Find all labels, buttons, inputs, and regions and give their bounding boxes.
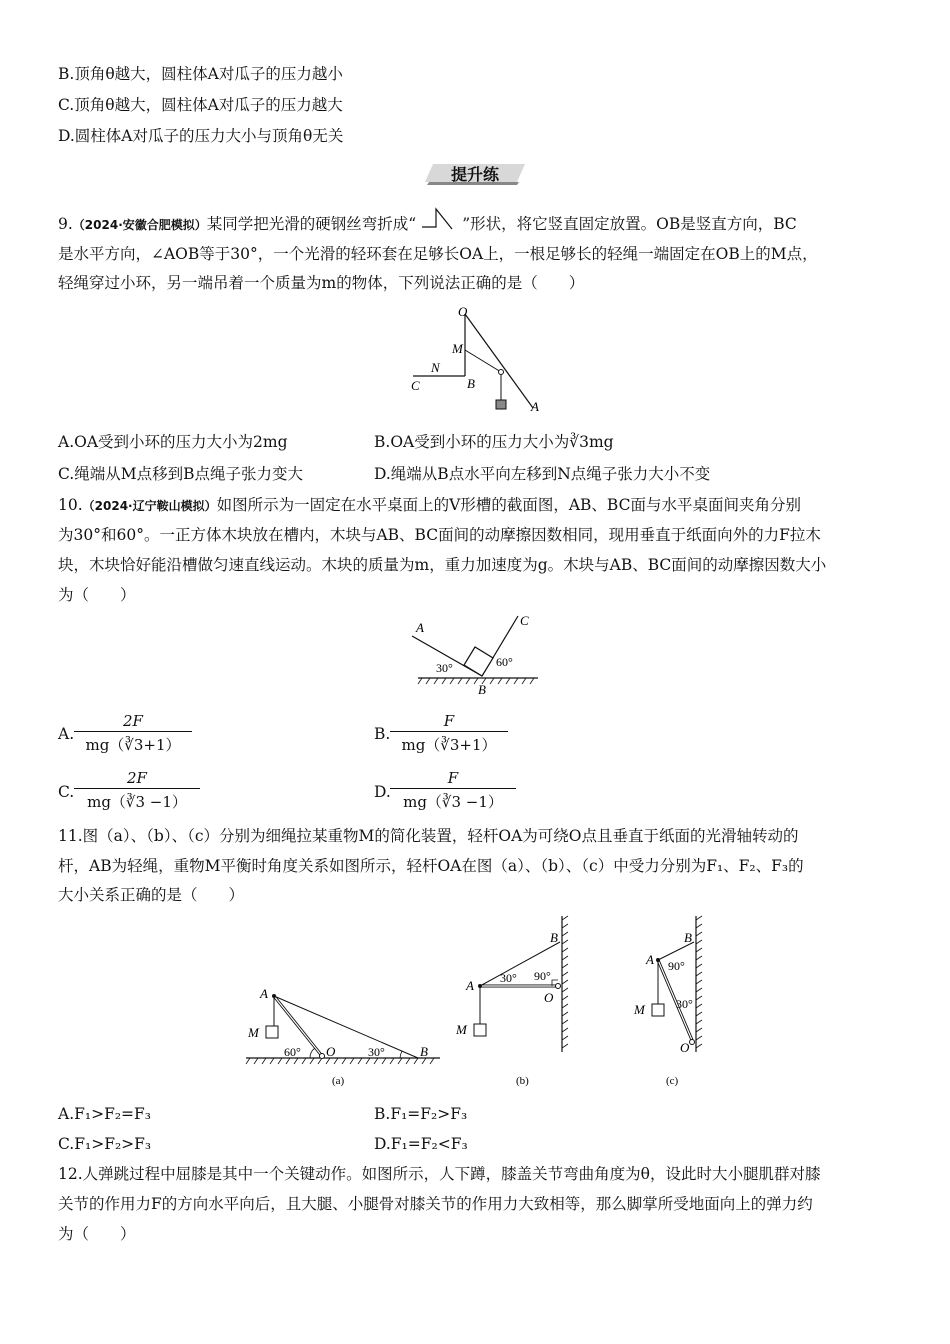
q9-option-a[interactable]: A.OA受到小环的压力大小为2mg xyxy=(58,433,288,451)
q9-label-a: A xyxy=(531,399,539,414)
q11c-angle-90: 90° xyxy=(668,959,685,973)
q9-label-b: B xyxy=(467,376,475,391)
q9-mass xyxy=(496,400,506,409)
q11a-label-a: A xyxy=(260,986,268,1001)
q9-label-n: N xyxy=(431,360,440,375)
q9-option-b[interactable]: B.OA受到小环的压力大小为∛3mg xyxy=(374,433,614,451)
q11a-caption: (a) xyxy=(332,1075,345,1087)
q11b-label-m: M xyxy=(456,1022,467,1037)
q11-figure-c xyxy=(630,912,720,1092)
q11b-angle-30: 30° xyxy=(500,971,517,985)
q11-figure-a xyxy=(240,980,445,1090)
q11b-pivot-o xyxy=(556,984,561,989)
q9-text-1a: 某同学把光滑的硬钢丝弯折成“ xyxy=(206,215,417,233)
section-title: 提升练 xyxy=(450,165,499,184)
q10-line-1 xyxy=(58,495,801,516)
q11a-point-a xyxy=(272,994,276,998)
q10-option-c-label[interactable]: C. xyxy=(58,783,75,801)
q11-option-d[interactable]: D.F₁=F₂<F₃ xyxy=(374,1135,468,1153)
q9-rod-oa xyxy=(465,314,533,408)
q10-line-4: 为（ ） xyxy=(58,586,136,604)
q9-line-1 xyxy=(58,214,797,235)
q10-line-3: 块，木块恰好能沿槽做匀速直线运动。木块的质量为m，重力加速度为g。木块与AB、BC面间的动摩擦因数大小 xyxy=(58,556,827,574)
q9-source: （2024·安徽合肥模拟） xyxy=(72,218,207,232)
q11a-label-m: M xyxy=(248,1025,259,1040)
q11-figure-b xyxy=(452,912,582,1092)
q11c-label-m: M xyxy=(634,1002,645,1017)
q10-angle-30: 30° xyxy=(436,661,453,675)
q8-option-b[interactable]: B.顶角θ越大，圆柱体A对瓜子的压力越小 xyxy=(58,65,343,83)
q11c-wall-hatch xyxy=(696,916,702,1048)
q10-option-c-fraction[interactable] xyxy=(74,769,200,812)
fraction-bar xyxy=(390,788,516,789)
q11c-point-a xyxy=(656,958,660,962)
q11c-angle-30: 30° xyxy=(676,997,693,1011)
q10-option-d-fraction[interactable] xyxy=(390,769,516,812)
q10-label-b: B xyxy=(478,682,486,697)
q10-option-b-fraction[interactable] xyxy=(390,712,508,755)
q11a-angle-30: 30° xyxy=(368,1045,385,1059)
q10-option-d-denominator: mg（∛3 −1） xyxy=(403,793,503,811)
q10-line-2: 为30°和60°。一正方体木块放在槽内，木块与AB、BC面间的动摩擦因数相同，现用垂直于纸面向外的力F拉木 xyxy=(58,526,821,544)
q9-text-1b: ”形状，将它竖直固定放置。OB是竖直方向，BC xyxy=(462,215,797,233)
q11c-label-b: B xyxy=(684,930,692,945)
q11b-label-a: A xyxy=(466,978,474,993)
q9-line-3: 轻绳穿过小环，另一端吊着一个质量为m的物体，下列说法正确的是（ ） xyxy=(58,274,585,292)
q10-option-c-numerator: 2F xyxy=(127,769,147,787)
q10-text-1: 如图所示为一固定在水平桌面上的V形槽的截面图，AB、BC面与水平桌面间夹角分别 xyxy=(216,496,801,514)
q12-line-2: 关节的作用力F的方向水平向后，且大腿、小腿骨对膝关节的作用力大致相等，那么脚掌所受地面向上的弹力约 xyxy=(58,1195,813,1213)
q10-option-d-numerator: F xyxy=(447,769,459,787)
q11-line-3: 大小关系正确的是（ ） xyxy=(58,886,245,904)
q9-line-2: 是水平方向，∠AOB等于30°，一个光滑的轻环套在足够长OA上，一根足够长的轻绳一端固定在OB上的M点， xyxy=(58,245,818,263)
q10-label-c: C xyxy=(520,613,529,628)
q11a-angle-60: 60° xyxy=(284,1045,301,1059)
q11c-mass xyxy=(652,1004,664,1016)
q10-figure xyxy=(408,610,548,700)
q11c-label-a: A xyxy=(646,952,654,967)
q10-source: （2024·辽宁鞍山模拟） xyxy=(82,499,217,513)
q11c-pivot-o xyxy=(690,1040,695,1045)
q11b-mass xyxy=(474,1024,486,1036)
q11-option-c[interactable]: C.F₁>F₂>F₃ xyxy=(58,1135,152,1153)
q11a-label-b: B xyxy=(420,1044,428,1059)
q11a-ground-hatch xyxy=(246,1058,434,1064)
q12-line-3: 为（ ） xyxy=(58,1225,136,1243)
q10-option-a-denominator: mg（∛3+1） xyxy=(85,736,181,754)
q11a-pivot-o xyxy=(320,1054,325,1059)
q9-label-c: C xyxy=(411,378,420,393)
q8-option-d[interactable]: D.圆柱体A对瓜子的压力大小与顶角θ无关 xyxy=(58,127,344,145)
q10-option-b-label[interactable]: B. xyxy=(374,725,391,743)
q10-option-d-label[interactable]: D. xyxy=(374,783,391,801)
bent-wire-shape-icon xyxy=(416,215,462,235)
q8-option-c[interactable]: C.顶角θ越大，圆柱体A对瓜子的压力越大 xyxy=(58,96,343,114)
q11b-caption: (b) xyxy=(516,1075,529,1087)
q9-label-m: M xyxy=(452,341,463,356)
q11-line-2: 杆，AB为轻绳，重物M平衡时角度关系如图所示，轻杆OA在图（a）、（b）、（c）中受力分别为F₁、F₂、F₃的 xyxy=(58,857,804,875)
q10-ground-hatch xyxy=(418,678,534,684)
q9-option-d[interactable]: D.绳端从B点水平向左移到N点绳子张力大小不变 xyxy=(374,465,711,483)
q10-angle-60: 60° xyxy=(496,655,513,669)
q10-block xyxy=(464,647,493,676)
q10-label-a: A xyxy=(416,620,424,635)
q9-figure xyxy=(405,300,555,420)
q11-option-b[interactable]: B.F₁=F₂>F₃ xyxy=(374,1105,468,1123)
q9-label-o: O xyxy=(458,304,468,319)
q9-ring xyxy=(499,370,504,375)
q10-option-a-fraction[interactable] xyxy=(74,712,192,755)
q11b-angle-90: 90° xyxy=(534,969,551,983)
q11b-label-o: O xyxy=(544,990,554,1005)
fraction-bar xyxy=(74,731,192,732)
q12-line-1: 12.人弹跳过程中屈膝是其中一个关键动作。如图所示，人下蹲，膝盖关节弯曲角度为θ，设此时大小腿肌群对膝 xyxy=(58,1165,821,1183)
q10-option-c-denominator: mg（∛3 −1） xyxy=(87,793,187,811)
q11c-caption: (c) xyxy=(666,1075,679,1087)
fraction-bar xyxy=(390,731,508,732)
q11a-arc-30 xyxy=(400,1051,402,1058)
q10-number: 10. xyxy=(58,496,83,514)
q11b-label-b: B xyxy=(550,930,558,945)
q10-option-b-denominator: mg（∛3+1） xyxy=(401,736,497,754)
q11a-arc-60 xyxy=(310,1048,315,1058)
q11a-mass xyxy=(266,1026,278,1038)
q11a-label-o: O xyxy=(326,1044,336,1059)
q11b-point-a xyxy=(478,984,482,988)
q11c-label-o: O xyxy=(680,1040,690,1055)
q10-option-b-numerator: F xyxy=(443,712,455,730)
q11-option-a[interactable]: A.F₁>F₂=F₃ xyxy=(58,1105,151,1123)
q9-number: 9. xyxy=(58,215,73,233)
q10-option-a-numerator: 2F xyxy=(123,712,143,730)
q9-rope xyxy=(465,350,501,372)
q10-option-a-label[interactable]: A. xyxy=(58,725,75,743)
section-banner xyxy=(425,160,525,186)
q11b-wall-hatch xyxy=(562,916,568,1048)
fraction-bar xyxy=(74,788,200,789)
q11-line-1: 11.图（a）、（b）、（c）分别为细绳拉某重物M的简化装置，轻杆OA为可绕O点且垂直于纸面的光滑轴转动的 xyxy=(58,827,799,845)
q9-option-c[interactable]: C.绳端从M点移到B点绳子张力变大 xyxy=(58,465,303,483)
